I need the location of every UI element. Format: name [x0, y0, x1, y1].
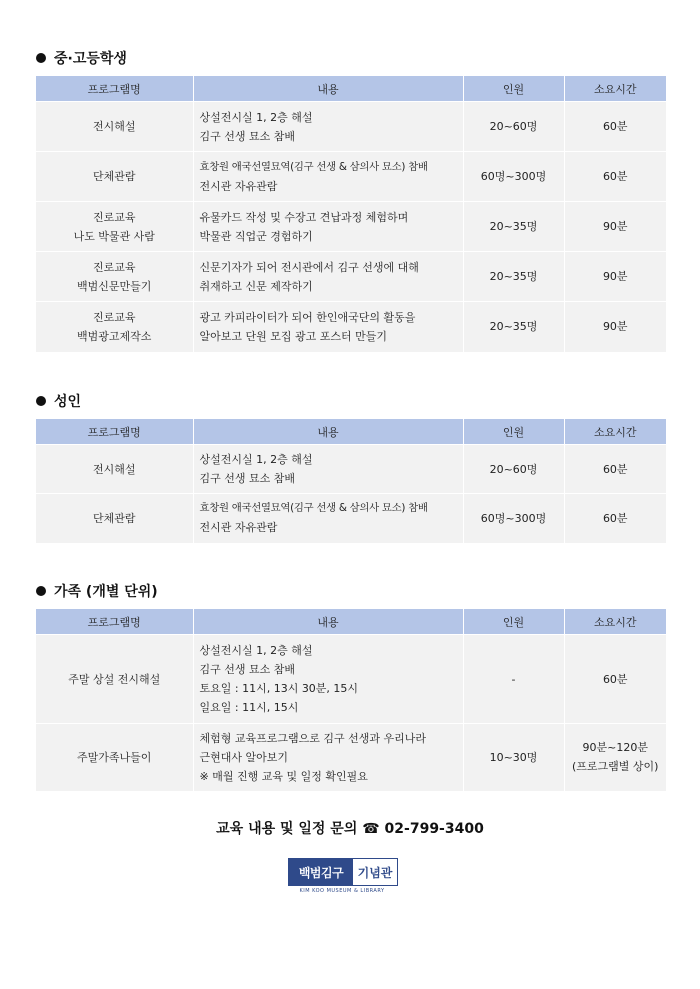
program-content: 신문기자가 되어 전시관에서 김구 선생에 대해 취재하고 신문 제작하기	[193, 252, 463, 302]
program-content: 효창원 애국선열묘역(김구 선생 & 삼의사 묘소) 참배 전시관 자유관람	[193, 152, 463, 202]
program-content: 유물카드 작성 및 수장고 견납과정 체험하며 박물관 직업군 경험하기	[193, 202, 463, 252]
section-title	[36, 391, 666, 411]
program-name: 주말 상설 전시해설	[36, 635, 193, 724]
section-title-text: 성인	[54, 394, 82, 410]
program-name: 단체관람	[36, 494, 193, 543]
program-table	[36, 419, 666, 543]
program-people: 20~35명	[463, 302, 564, 352]
header-duration: 소요시간	[564, 609, 666, 635]
header-people: 인원	[463, 76, 564, 102]
program-name: 진로교육 백범광고제작소	[36, 302, 193, 352]
program-duration: 60분	[564, 102, 666, 152]
program-duration: 60분	[564, 494, 666, 543]
program-people: 10~30명	[463, 724, 564, 791]
program-name: 진로교육 백범신문만들기	[36, 252, 193, 302]
section-adults	[36, 391, 666, 543]
section-family	[36, 581, 666, 791]
header-content: 내용	[193, 609, 463, 635]
header-duration: 소요시간	[564, 76, 666, 102]
program-people: 20~35명	[463, 252, 564, 302]
program-duration: 90분	[564, 202, 666, 252]
program-content: 상설전시실 1, 2층 해설 김구 선생 묘소 참배 토요일 : 11시, 13시 30분, 15시 일요일 : 11시, 15시	[193, 635, 463, 724]
header-program: 프로그램명	[36, 419, 193, 445]
program-content: 효창원 애국선열묘역(김구 선생 & 삼의사 묘소) 참배 전시관 자유관람	[193, 494, 463, 543]
header-people: 인원	[463, 609, 564, 635]
program-duration: 90분	[564, 302, 666, 352]
header-program: 프로그램명	[36, 76, 193, 102]
table-row	[36, 302, 666, 352]
section-students	[36, 48, 666, 352]
program-duration: 90분~120분 (프로그램별 상이)	[564, 724, 666, 791]
section-title-text: 가족 (개별 단위)	[54, 584, 158, 600]
program-duration: 90분	[564, 252, 666, 302]
program-content: 상설전시실 1, 2층 해설 김구 선생 묘소 참배	[193, 445, 463, 494]
header-content: 내용	[193, 76, 463, 102]
section-title	[36, 48, 666, 68]
program-table	[36, 76, 666, 352]
table-row	[36, 724, 666, 791]
header-duration: 소요시간	[564, 419, 666, 445]
program-people: -	[463, 635, 564, 724]
museum-logo	[288, 858, 396, 894]
table-header-row	[36, 609, 666, 635]
logo-suffix: 기념관	[353, 859, 397, 885]
program-duration: 60분	[564, 445, 666, 494]
program-name: 진로교육 나도 박물관 사람	[36, 202, 193, 252]
table-row	[36, 152, 666, 202]
logo-subtitle: KIM KOO MUSEUM & LIBRARY	[299, 888, 385, 894]
program-content: 체험형 교육프로그램으로 김구 선생과 우리나라 근현대사 알아보기 ※ 매월 진행 교육 및 일정 확인필요	[193, 724, 463, 791]
table-header-row	[36, 419, 666, 445]
table-row	[36, 252, 666, 302]
section-title-text: 중·고등학생	[54, 51, 127, 67]
program-name: 전시해설	[36, 102, 193, 152]
header-people: 인원	[463, 419, 564, 445]
logo-name: 백범김구	[289, 859, 353, 885]
program-people: 20~60명	[463, 445, 564, 494]
program-people: 60명~300명	[463, 152, 564, 202]
contact-info: 교육 내용 및 일정 문의 ☎ 02-799-3400	[216, 821, 484, 837]
table-row	[36, 445, 666, 494]
program-people: 60명~300명	[463, 494, 564, 543]
table-header-row	[36, 76, 666, 102]
table-row	[36, 635, 666, 724]
header-content: 내용	[193, 419, 463, 445]
table-row	[36, 102, 666, 152]
section-title	[36, 581, 666, 601]
logo-box	[288, 858, 398, 886]
program-content: 광고 카피라이터가 되어 한인애국단의 활동을 알아보고 단원 모집 광고 포스터 만들기	[193, 302, 463, 352]
table-row	[36, 494, 666, 543]
program-duration: 60분	[564, 152, 666, 202]
program-content: 상설전시실 1, 2층 해설 김구 선생 묘소 참배	[193, 102, 463, 152]
program-table	[36, 609, 666, 791]
table-row	[36, 202, 666, 252]
program-people: 20~35명	[463, 202, 564, 252]
program-name: 전시해설	[36, 445, 193, 494]
header-program: 프로그램명	[36, 609, 193, 635]
program-name: 단체관람	[36, 152, 193, 202]
bullet-icon	[36, 586, 46, 596]
program-name: 주말가족나들이	[36, 724, 193, 791]
program-duration: 60분	[564, 635, 666, 724]
bullet-icon	[36, 396, 46, 406]
bullet-icon	[36, 53, 46, 63]
program-people: 20~60명	[463, 102, 564, 152]
